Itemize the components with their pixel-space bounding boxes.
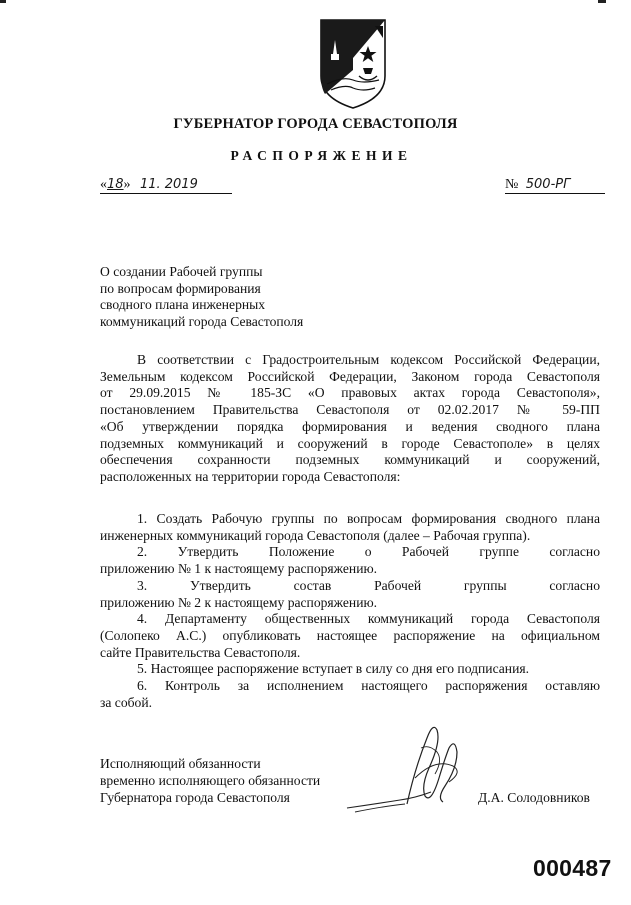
preamble	[100, 352, 600, 486]
list-item	[100, 578, 600, 611]
position-line: временно исполняющего обязанности	[100, 773, 321, 788]
list-item	[100, 544, 600, 577]
sevastopol-coat-of-arms-emblem	[313, 18, 393, 110]
date-month-year: 11. 2019	[139, 177, 198, 192]
preamble-line: подземных коммуникаций и сооружений в городе Севастополе» в целях	[100, 435, 600, 451]
document-number	[505, 176, 605, 194]
ordered-items	[100, 511, 600, 711]
preamble-line: «Об утверждении порядка формирования и ведения сводного плана	[100, 418, 600, 434]
preamble-line: от 29.09.2015 № 185-ЗС «О правовых актах города Севастополя»,	[100, 385, 600, 401]
item-line: сайте Правительства Севастополя.	[100, 644, 301, 660]
signatory-position	[100, 755, 320, 806]
item-line: 4. Департаменту общественных коммуникаций города Севастополя	[137, 611, 600, 627]
item-line: 3. Утвердить состав Рабочей группы согласно	[137, 577, 600, 593]
subject-line: О создании Рабочей группы	[100, 264, 263, 279]
scan-edge-mark	[0, 0, 6, 3]
date-day: 18	[107, 177, 124, 192]
serial-number: 000487	[533, 855, 612, 881]
item-line: 6. Контроль за исполнением настоящего распоряжения оставляю	[137, 678, 600, 694]
preamble-line: обеспечения сохранности подземных коммуникаций и сооружений,	[100, 452, 600, 468]
position-line: Губернатора города Севастополя	[100, 790, 290, 805]
preamble-line: В соответствии с Градостроительным кодексом Российской Федерации,	[137, 352, 600, 367]
list-item	[100, 678, 600, 711]
position-line: Исполняющий обязанности	[100, 756, 261, 771]
list-item	[100, 511, 600, 544]
preamble-line: постановлением Правительства Севастополя от 02.02.2017 № 59-ПП	[100, 402, 600, 418]
date-open-quote: «	[100, 177, 107, 192]
item-line: (Солопеко А.С.) опубликовать настоящее распоряжение на официальном	[100, 627, 600, 643]
item-line: приложению № 1 к настоящему распоряжению.	[100, 561, 378, 577]
subject-line: сводного плана инженерных	[100, 297, 266, 312]
document-type-title: РАСПОРЯЖЕНИЕ	[230, 148, 413, 163]
item-line: приложению № 2 к настоящему распоряжению.	[100, 594, 378, 610]
document-subject	[100, 264, 360, 330]
subject-line: по вопросам формирования	[100, 280, 261, 296]
preamble-line: Земельным кодексом Российской Федерации, Законом города Севастополя	[100, 368, 600, 384]
handwritten-signature	[345, 708, 475, 823]
preamble-line: расположенных на территории города Севастополя:	[100, 468, 401, 484]
item-line: 5. Настоящее распоряжение вступает в силу со дня его подписания.	[137, 661, 530, 677]
signatory-name: Д.А. Солодовников	[478, 790, 590, 805]
date-close-quote: »	[123, 177, 131, 192]
subject-line: коммуникаций города Севастополя	[100, 313, 304, 329]
number-value: 500-РГ	[525, 177, 571, 192]
scan-edge-mark	[598, 0, 606, 3]
list-item	[100, 611, 600, 661]
list-item	[100, 661, 600, 678]
document-date	[100, 176, 232, 194]
item-line: 2. Утвердить Положение о Рабочей группе согласно	[137, 544, 600, 560]
item-line: за собой.	[100, 694, 153, 710]
number-label: №	[505, 177, 519, 192]
item-line: 1. Создать Рабочую группы по вопросам формирования сводного плана	[137, 511, 600, 526]
issuer-title: ГУБЕРНАТОР ГОРОДА СЕВАСТОПОЛЯ	[173, 116, 458, 132]
item-line: инженерных коммуникаций города Севастополя (далее – Рабочая группа).	[100, 527, 531, 543]
